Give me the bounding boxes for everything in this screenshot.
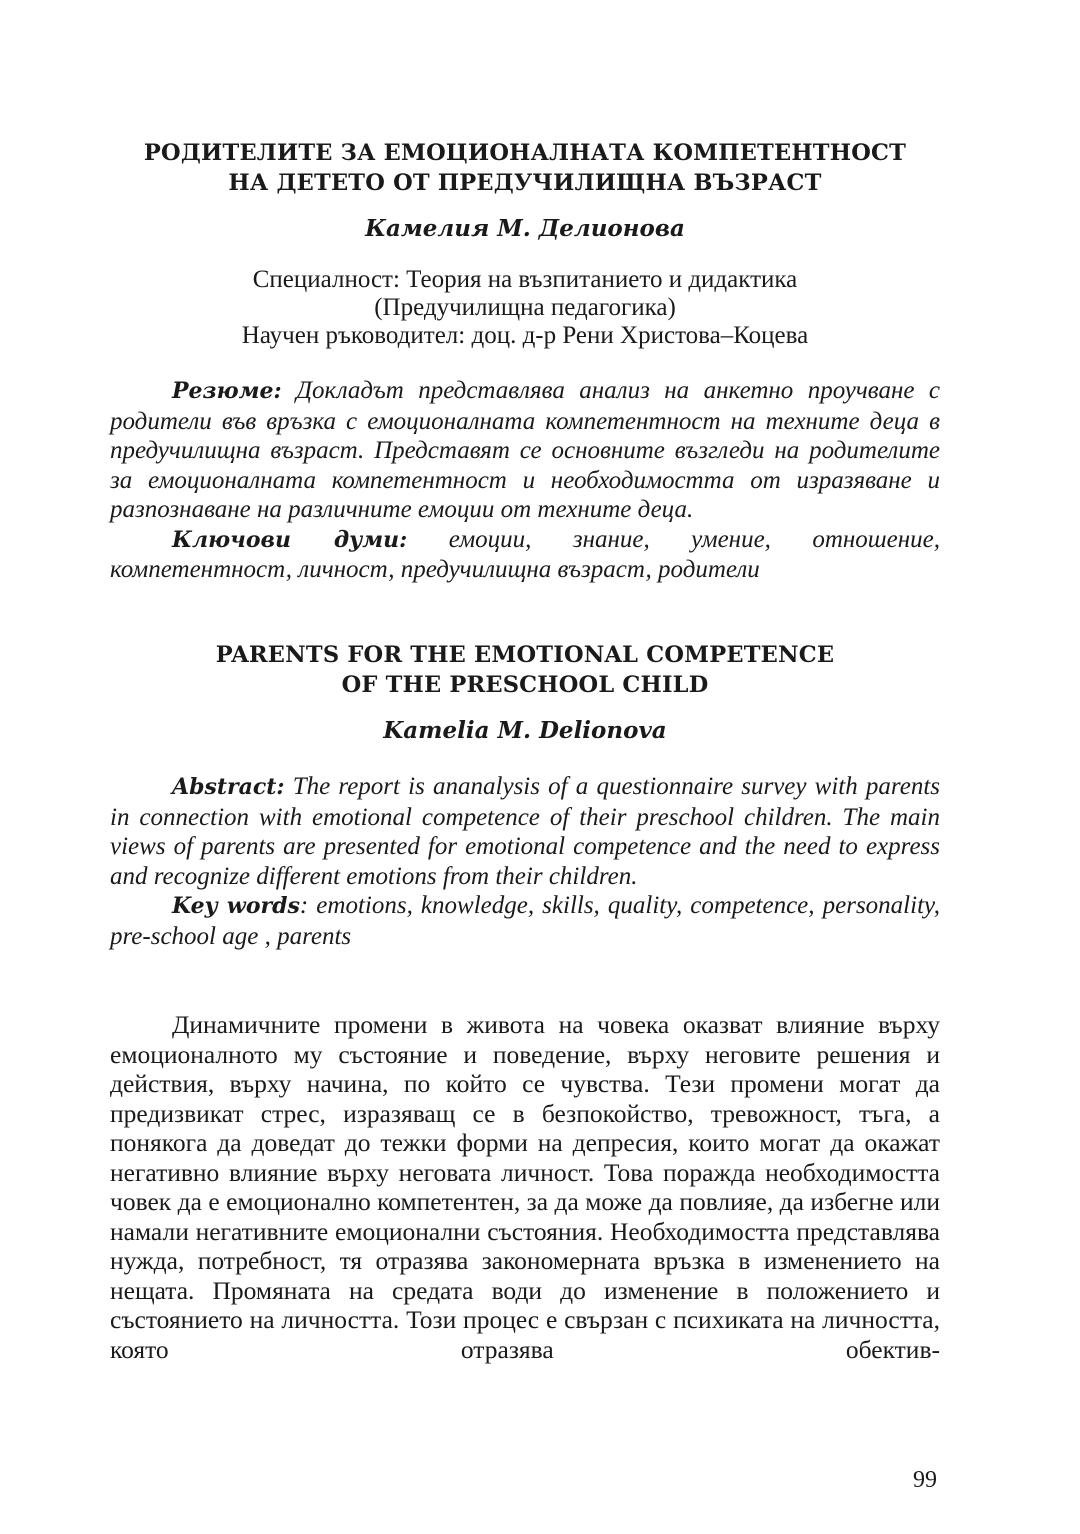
en-abstract bbox=[110, 772, 940, 891]
bg-abstract-block bbox=[110, 376, 940, 585]
en-title-line-1: PARENTS FOR THE EMOTIONAL COMPETENCE bbox=[215, 642, 835, 668]
en-keywords-label: Key words bbox=[172, 893, 300, 919]
en-keywords bbox=[110, 891, 940, 951]
page-number: 99 bbox=[913, 1467, 937, 1493]
bg-title-line-2: НА ДЕТЕТО ОТ ПРЕДУЧИЛИЩНА ВЪЗРАСТ bbox=[228, 170, 822, 196]
en-abstract-block bbox=[110, 772, 940, 951]
affiliation bbox=[110, 266, 940, 350]
specialty: Специалност: Теория на възпитанието и дидактика bbox=[252, 266, 798, 293]
en-keywords-text: : emotions, knowledge, skills, quality, competence, personality, pre-school age , parents bbox=[110, 892, 940, 950]
body-paragraph: Динамичните промени в живота на човека оказват влияние върху емоционалното му състояние и поведение, върху неговите решения и действия, върху начина, по който се чувства. Тези промени могат да предизвикат стрес, изразяващ се в безпокойство, тревожност, тъга, а понякога да доведат до тежки форми на депресия, които могат да окажат негативно влияние върху неговата личност. Това поражда необходимостта човек да е емоционално компетентен, за да може да повлияе, да избегне или намали негативните емоционални състояния. Необходимостта представлява нужда, потребност, тя отразява закономерната връзка в изменението на нещата. Промяната на средата води до изменение в положението и състоянието на личността. Този процес е свързан с психиката на личността, която отразява обектив- bbox=[110, 1010, 940, 1364]
en-author: Kamelia M. Delionova bbox=[383, 717, 667, 744]
en-title bbox=[110, 640, 940, 700]
bg-keywords-text: емоции, знание, умение, отношение, компетентност, личност, предучилищна възраст, родители bbox=[110, 525, 941, 583]
bg-author: Камелия М. Делионова bbox=[365, 215, 685, 242]
bg-abstract bbox=[110, 376, 940, 525]
supervisor: Научен ръководител: доц. д-р Рени Христова–Коцева bbox=[241, 322, 809, 349]
bg-title bbox=[110, 138, 940, 198]
bg-title-line-1: РОДИТЕЛИТЕ ЗА ЕМОЦИОНАЛНАТА КОМПЕТЕНТНОСТ bbox=[143, 140, 907, 166]
en-title-line-2: OF THE PRESCHOOL CHILD bbox=[341, 672, 709, 698]
bg-abstract-label: Резюме: bbox=[172, 378, 282, 404]
en-abstract-label: Abstract: bbox=[172, 774, 285, 800]
specialty-detail: (Предучилищна педагогика) bbox=[374, 294, 676, 321]
bg-abstract-text: Докладът представлява анализ на анкетно проучване с родители във връзка с емоционалната компетентност на техните деца в предучилищна възраст. Представят се основните възгледи на родителите за емоционалната компетентност и необходимостта от изразяване и разпознаване на различните емоции от техните деца. bbox=[110, 377, 940, 523]
bg-keywords-label: Ключови думи: bbox=[172, 526, 408, 553]
bg-keywords bbox=[110, 525, 940, 585]
en-abstract-text: The report is ananalysis of a questionnaire survey with parents in connection with emotional competence of their preschool children. The main views of parents are presented for emotional competence and the need to express and recognize different emotions from their children. bbox=[110, 773, 940, 890]
